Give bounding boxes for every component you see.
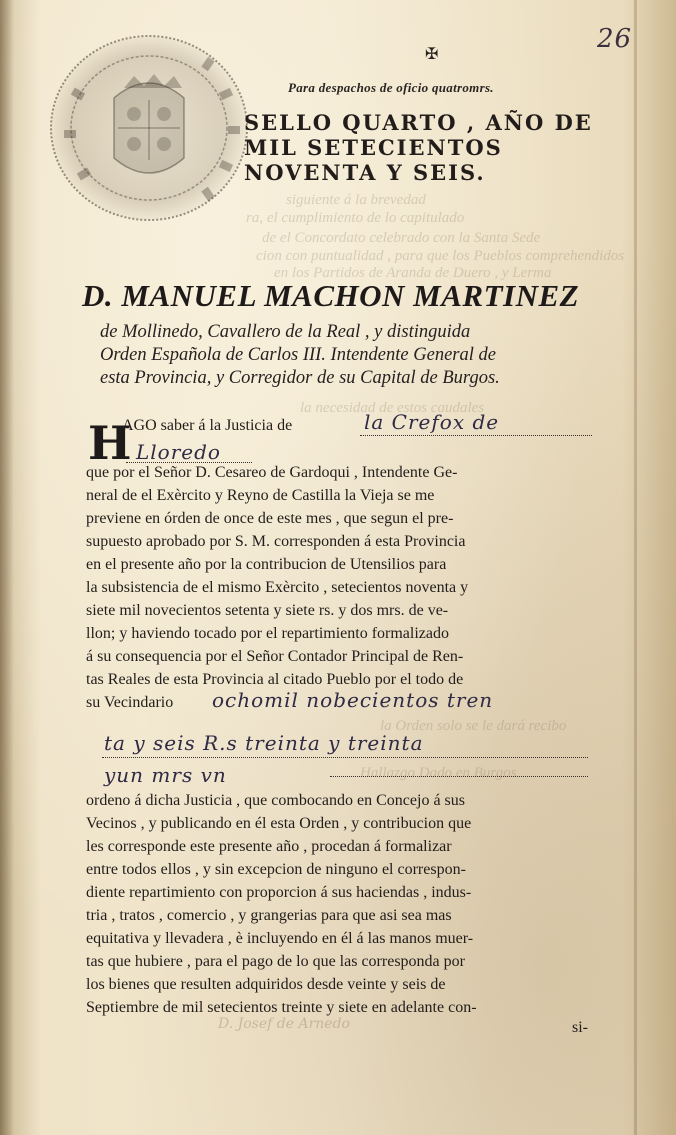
stamp-title: SELLO QUARTO , AÑO DE MIL SETECIENTOS NOVENTA Y SEIS. bbox=[244, 110, 593, 185]
handwritten-town: la Crefox de bbox=[364, 410, 500, 434]
bleed-line: en los Partidos de Aranda de Duero , y Lerma bbox=[274, 265, 552, 281]
body-line: les corresponde este presente año , procedan á formalizar bbox=[86, 838, 452, 855]
body-line: equitativa y llevadera , è incluyendo en él á las manos muer- bbox=[86, 930, 474, 947]
bleed-line: cion con puntualidad , para que los Pueblos comprehendidos bbox=[256, 248, 625, 264]
body-line: AGO saber á la Justicia de bbox=[122, 417, 293, 434]
body-line: tas Reales de esta Provincia al citado Pueblo por el todo de bbox=[86, 671, 464, 688]
handwritten-town: Lloredo bbox=[136, 440, 221, 464]
issuer-line: Orden Española de Carlos III. Intendente General de bbox=[100, 345, 496, 365]
stamp-subtitle: Para despachos de oficio quatromrs. bbox=[288, 80, 494, 95]
body-line: neral de el Exèrcito y Reyno de Castilla la Vieja se me bbox=[86, 487, 435, 504]
body-line: Vecinos , y publicando en él esta Orden , y contribucion que bbox=[86, 815, 472, 832]
bleed-line: la Orden solo se le dará recibo bbox=[380, 718, 567, 734]
royal-seal-icon bbox=[44, 28, 254, 228]
drop-cap: H bbox=[88, 416, 132, 470]
body-line: los bienes que resulten adquiridos desde veinte y seis de bbox=[86, 976, 446, 993]
fill-line bbox=[330, 776, 588, 777]
bleed-line: siguiente á la brevedad bbox=[286, 192, 426, 208]
body-line: entre todos ellos , y sin excepcion de ninguno el correspon- bbox=[86, 861, 466, 878]
body-line: tas que hubiere , para el pago de lo que las corresponda por bbox=[86, 953, 465, 970]
bleed-line: de el Concordato celebrado con la Santa Sede bbox=[262, 230, 541, 246]
catchword: si- bbox=[572, 1019, 588, 1036]
page-fold-crease bbox=[634, 0, 637, 1135]
page-edge-shadow bbox=[0, 0, 14, 1135]
cross-mark-icon: ✠ bbox=[425, 46, 439, 63]
body-line: Septiembre de mil setecientos treinte y siete en adelante con- bbox=[86, 999, 477, 1016]
body-line: en el presente año por la contribucion de Utensilios para bbox=[86, 556, 447, 573]
bleed-signature: D. Josef de Arnedo bbox=[218, 1016, 350, 1032]
body-line: diente repartimiento con proporcion á sus haciendas , indus- bbox=[86, 884, 472, 901]
issuer-name: D. MANUEL MACHON MARTINEZ bbox=[82, 278, 580, 313]
bleed-line: ra, el cumplimiento de lo capitulado bbox=[246, 210, 465, 226]
body-line: su Vecindario bbox=[86, 694, 174, 711]
body-line: supuesto aprobado por S. M. corresponden á esta Provincia bbox=[86, 533, 466, 550]
bleed-line: Hallazgo Dado en Burgos bbox=[360, 765, 517, 781]
body-line: que por el Señor D. Cesareo de Gardoqui , Intendente Ge- bbox=[86, 464, 458, 481]
handwritten-amount: ta y seis R.s treinta y treinta bbox=[104, 731, 424, 755]
folio-number: 26 bbox=[597, 24, 633, 54]
handwritten-amount: ochomil nobecientos tren bbox=[212, 688, 494, 712]
body-line: á su consequencia por el Señor Contador Principal de Ren- bbox=[86, 648, 464, 665]
body-line: tria , tratos , comercio , y grangerias para que asi sea mas bbox=[86, 907, 452, 924]
handwritten-amount: yun mrs vn bbox=[104, 763, 227, 787]
body-line: llon; y haviendo tocado por el repartimiento formalizado bbox=[86, 625, 449, 642]
body-line: ordeno á dicha Justicia , que combocando en Concejo á sus bbox=[86, 792, 465, 809]
issuer-line: de Mollinedo, Cavallero de la Real , y distinguida bbox=[100, 322, 471, 342]
fill-line bbox=[102, 757, 588, 758]
body-line: siete mil novecientos setenta y siete rs. y dos mrs. de ve- bbox=[86, 602, 449, 619]
bleed-line: la necesidad de estos caudales bbox=[300, 400, 485, 416]
body-line: previene en órden de once de este mes , que segun el pre- bbox=[86, 510, 454, 527]
fill-line bbox=[126, 462, 252, 463]
issuer-line: esta Provincia, y Corregidor de su Capital de Burgos. bbox=[100, 368, 500, 388]
fill-line bbox=[360, 435, 592, 436]
body-line: la subsistencia de el mismo Exèrcito , setecientos noventa y bbox=[86, 579, 469, 596]
